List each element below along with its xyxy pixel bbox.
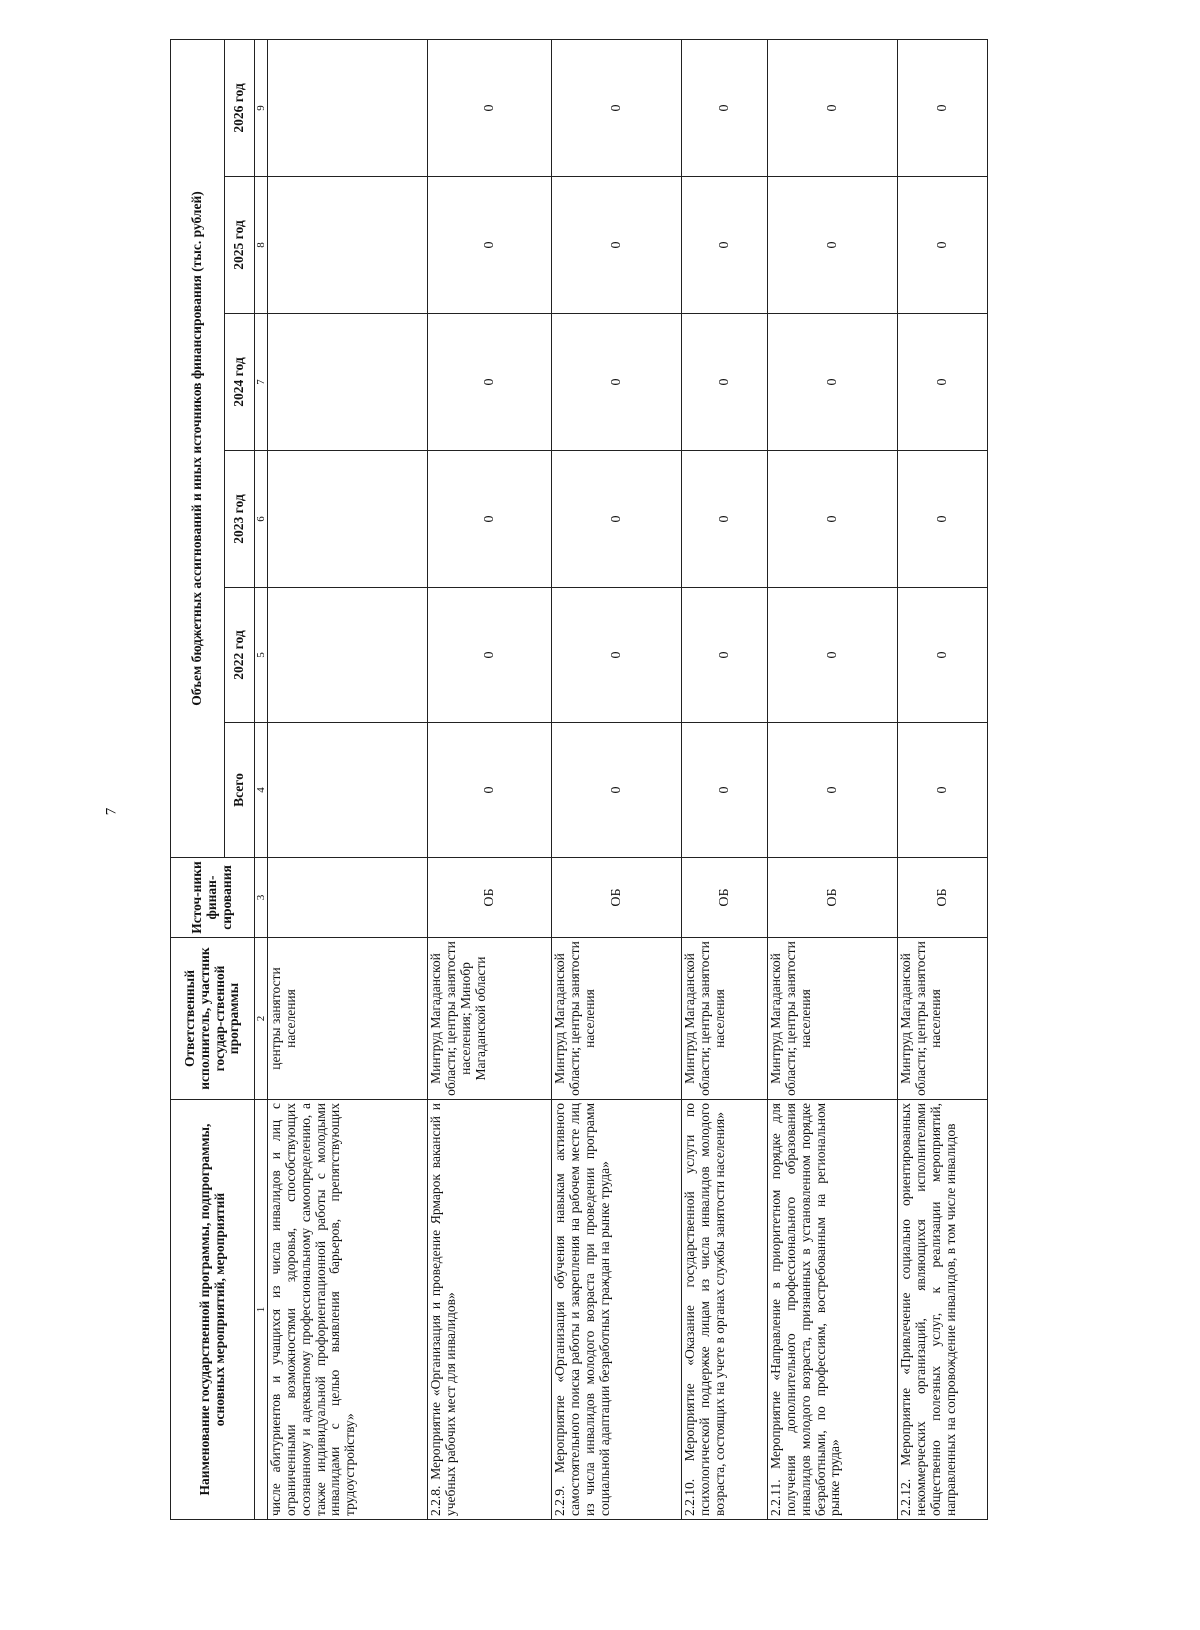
row-total: 0 — [768, 723, 898, 858]
column-number: 3 — [255, 858, 268, 938]
row-2025: 0 — [768, 177, 898, 314]
row-2024: 0 — [428, 314, 552, 451]
row-2026: 0 — [552, 39, 682, 176]
row-2024: 0 — [768, 314, 898, 451]
header-volume: Объем бюджетных ассигнований и иных источников финансирования (тыс. рублей) — [171, 39, 225, 857]
header-2024: 2024 год — [225, 314, 255, 451]
header-2026: 2026 год — [225, 39, 255, 176]
table-row — [268, 39, 428, 1519]
row-2025: 0 — [898, 177, 988, 314]
header-2023: 2023 год — [225, 451, 255, 588]
row-2022 — [268, 588, 428, 723]
row-2022: 0 — [898, 588, 988, 723]
row-total: 0 — [898, 723, 988, 858]
column-number: 1 — [255, 1100, 268, 1520]
row-total: 0 — [682, 723, 768, 858]
table-rotated-content — [170, 40, 960, 1520]
header-2025: 2025 год — [225, 177, 255, 314]
table-row — [898, 39, 988, 1519]
column-number: 5 — [255, 588, 268, 723]
row-executor: Минтруд Магаданской области; центры занятости населения — [682, 938, 768, 1100]
header-source: Источ-ники финан-сирования — [171, 858, 255, 938]
row-2022: 0 — [768, 588, 898, 723]
row-2024: 0 — [682, 314, 768, 451]
row-2025: 0 — [428, 177, 552, 314]
row-executor: Минтруд Магаданской области; центры занятости населения — [768, 938, 898, 1100]
row-name: 2.2.9. Мероприятие «Организация обучения навыкам активного самостоятельного поиска работы и закрепления на рабочем месте лиц из числа инвалидов молодого возраста при проведении программ социальной адаптации безработных граждан на рынке труда» — [552, 1100, 682, 1520]
column-number: 8 — [255, 177, 268, 314]
row-2025 — [268, 177, 428, 314]
header-total: Всего — [225, 723, 255, 858]
row-2022: 0 — [682, 588, 768, 723]
row-total: 0 — [552, 723, 682, 858]
column-number: 6 — [255, 451, 268, 588]
row-2026: 0 — [428, 39, 552, 176]
row-name: 2.2.8. Мероприятие «Организация и проведение Ярмарок вакансий и учебных рабочих мест для инвалидов» — [428, 1100, 552, 1520]
table-body — [268, 39, 988, 1519]
header-executor: Ответственный исполнитель, участник государ-ственной программы — [171, 938, 255, 1100]
header-2022: 2022 год — [225, 588, 255, 723]
row-2026 — [268, 39, 428, 176]
row-2023: 0 — [552, 451, 682, 588]
row-name: числе абитуриентов и учащихся из числа инвалидов и лиц с ограниченными возможностями здоровья, способствующих осознанному и адекватному профессиональному самоопределению, а также индивидуальной профориентационной работы с молодыми инвалидами с целью выявления барьеров, препятствующих трудоустройству» — [268, 1100, 428, 1520]
row-source: ОБ — [428, 858, 552, 938]
row-source: ОБ — [898, 858, 988, 938]
header-name: Наименование государственной программы, подпрограммы, основных мероприятий, мероприятий — [171, 1100, 255, 1520]
row-2024: 0 — [552, 314, 682, 451]
table-header — [171, 39, 268, 1519]
row-executor: Минтруд Магаданской области; центры занятости населения — [898, 938, 988, 1100]
row-executor: Минтруд Магаданской области; центры занятости населения; Минобр Магаданской области — [428, 938, 552, 1100]
table-row — [552, 39, 682, 1519]
row-name: 2.2.12. Мероприятие «Привлечение социально ориентированных некоммерческих организаций, являющихся исполнителями общественно полезных услуг, к реализации мероприятий, направленных на сопровождение инвалидов, в том числе инвалидов — [898, 1100, 988, 1520]
row-2024 — [268, 314, 428, 451]
funding-table — [170, 39, 988, 1520]
row-2025: 0 — [552, 177, 682, 314]
row-2023: 0 — [768, 451, 898, 588]
column-number: 9 — [255, 39, 268, 176]
row-total — [268, 723, 428, 858]
row-2026: 0 — [768, 39, 898, 176]
row-2026: 0 — [682, 39, 768, 176]
row-2023: 0 — [898, 451, 988, 588]
row-source: ОБ — [682, 858, 768, 938]
column-number: 7 — [255, 314, 268, 451]
column-number: 4 — [255, 723, 268, 858]
row-executor: центры занятости населения — [268, 938, 428, 1100]
page-number: 7 — [103, 807, 120, 816]
row-source — [268, 858, 428, 938]
row-source: ОБ — [768, 858, 898, 938]
row-2026: 0 — [898, 39, 988, 176]
table-row — [768, 39, 898, 1519]
row-2025: 0 — [682, 177, 768, 314]
row-2023 — [268, 451, 428, 588]
column-number: 2 — [255, 938, 268, 1100]
row-source: ОБ — [552, 858, 682, 938]
row-2022: 0 — [552, 588, 682, 723]
row-name: 2.2.10. Мероприятие «Оказание государственной услуги по психологической поддержке лицам из числа инвалидов молодого возраста, состоящих на учете в органах службы занятости населения» — [682, 1100, 768, 1520]
row-total: 0 — [428, 723, 552, 858]
row-2024: 0 — [898, 314, 988, 451]
table-row — [428, 39, 552, 1519]
row-2023: 0 — [682, 451, 768, 588]
row-executor: Минтруд Магаданской области; центры занятости населения — [552, 938, 682, 1100]
table-row — [682, 39, 768, 1519]
row-name: 2.2.11. Мероприятие «Направление в приоритетном порядке для получения дополнительного профессионального образования инвалидов молодого возраста, признанных в установленном порядке безработными, по профессиям, востребованным на региональном рынке труда» — [768, 1100, 898, 1520]
row-2022: 0 — [428, 588, 552, 723]
table-rotation-frame — [170, 40, 960, 1520]
column-number-row — [255, 39, 268, 1519]
row-2023: 0 — [428, 451, 552, 588]
